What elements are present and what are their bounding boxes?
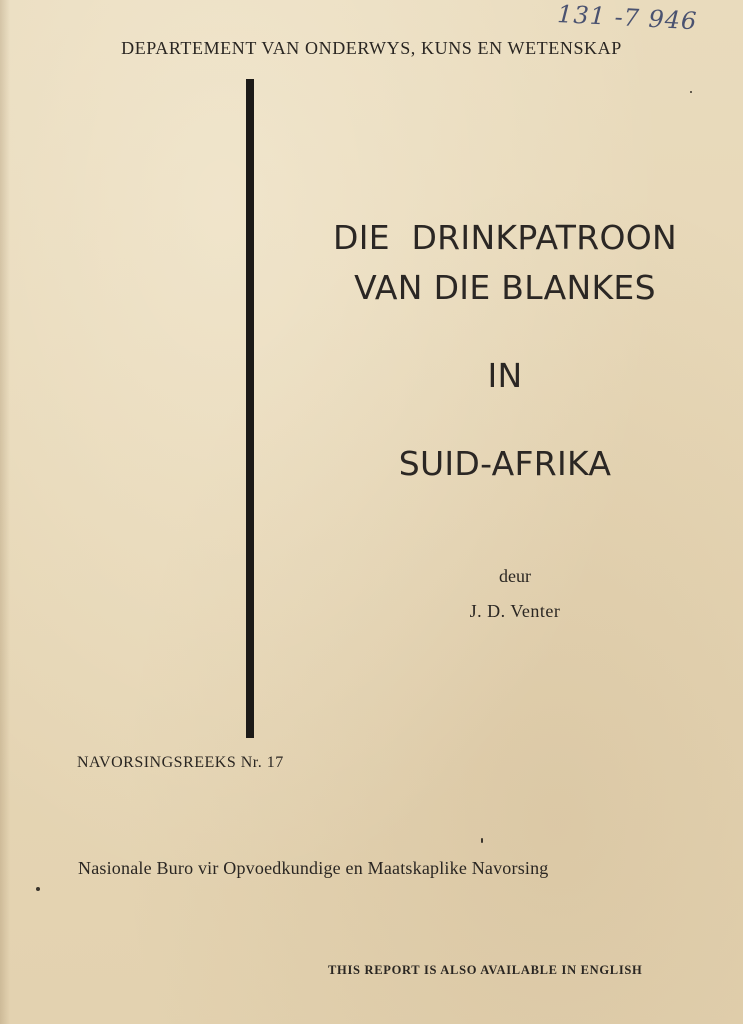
title-line-1: DIE DRINKPATROON bbox=[333, 218, 677, 257]
vertical-rule bbox=[246, 79, 254, 738]
author-name: J. D. Venter bbox=[469, 601, 561, 621]
paper-speck bbox=[690, 91, 692, 93]
byline-deur: deur bbox=[499, 566, 531, 586]
title-line-2: VAN DIE BLANKES bbox=[354, 268, 656, 307]
title-line-3: IN bbox=[487, 356, 523, 395]
series-label: NAVORSINGSREEKS Nr. 17 bbox=[77, 754, 284, 771]
paper-speck bbox=[481, 838, 483, 843]
department-heading: DEPARTEMENT VAN ONDERWYS, KUNS EN WETENSKAP bbox=[121, 38, 622, 58]
paper-speck bbox=[36, 887, 40, 891]
title-line-4: SUID-AFRIKA bbox=[398, 444, 612, 483]
handwritten-note: 131 -7 946 bbox=[556, 0, 699, 36]
english-availability-notice: THIS REPORT IS ALSO AVAILABLE IN ENGLISH bbox=[328, 963, 643, 977]
cover-edge-shadow bbox=[0, 0, 10, 1024]
publisher-name: Nasionale Buro vir Opvoedkundige en Maatskaplike Navorsing bbox=[78, 858, 549, 878]
